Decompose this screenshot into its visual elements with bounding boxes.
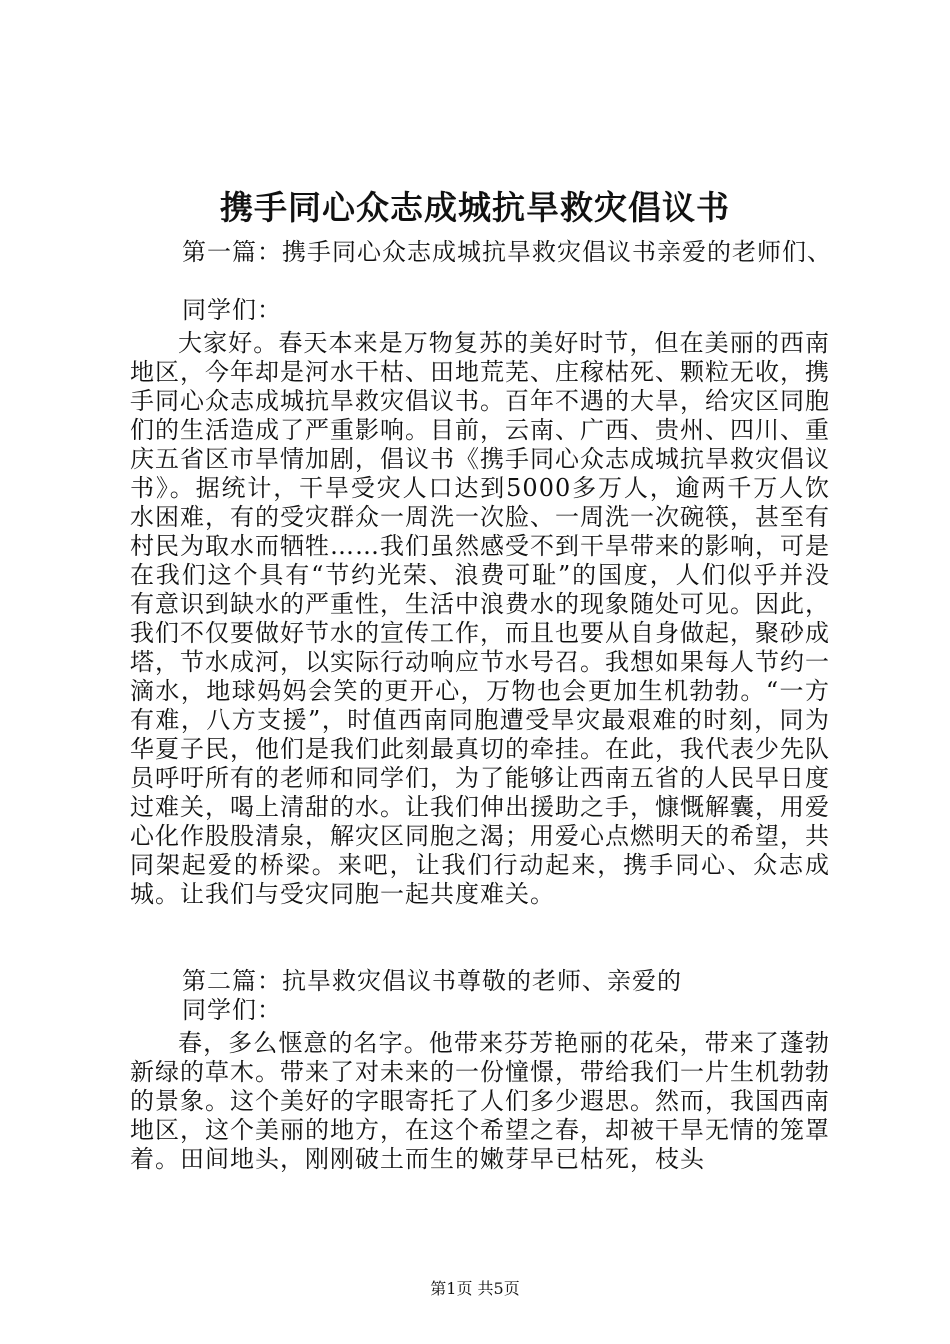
part2-body: 春，多么惬意的名字。他带来芬芳艳丽的花朵，带来了蓬勃新绿的草木。带来了对未来的一份憧憬，带给我们一片生机勃勃的景象。这个美好的字眼寄托了人们多少遐思。然而，我国西南地区，这个美丽的地方，在这个希望之春，却被干旱无情的笼罩着。田间地头，刚刚破土而生的嫩芽早已枯死，枝头 [130, 1029, 830, 1173]
part1-salutation: 同学们： [182, 296, 282, 324]
document-title: 携手同心众志成城抗旱救灾倡议书 [220, 188, 730, 227]
part1-body: 大家好。春天本来是万物复苏的美好时节，但在美丽的西南地区，今年却是河水干枯、田地荒芜、庄稼枯死、颗粒无收，携手同心众志成城抗旱救灾倡议书。百年不遇的大旱，给灾区同胞们的生活造成了严重影响。目前，云南、广西、贵州、四川、重庆五省区市旱情加剧，倡议书《携手同心众志成城抗旱救灾倡议书》。据统计，干旱受灾人口达到5000多万人，逾两千万人饮水困难，有的受灾群众一周洗一次脸、一周洗一次碗筷，甚至有村民为取水而牺牲……我们虽然感受不到干旱带来的影响，可是在我们这个具有“节约光荣、浪费可耻”的国度，人们似乎并没有意识到缺水的严重性，生活中浪费水的现象随处可见。因此，我们不仅要做好节水的宣传工作，而且也要从自身做起，聚砂成塔，节水成河，以实际行动响应节水号召。我想如果每人节约一滴水，地球妈妈会笑的更开心，万物也会更加生机勃勃。“一方有难，八方支援”，时值西南同胞遭受旱灾最艰难的时刻，同为华夏子民，他们是我们此刻最真切的牵挂。在此，我代表少先队员呼吁所有的老师和同学们，为了能够让西南五省的人民早日度过难关，喝上清甜的水。让我们伸出援助之手，慷慨解囊，用爱心化作股股清泉，解灾区同胞之渴；用爱心点燃明天的希望，共同架起爱的桥梁。来吧，让我们行动起来，携手同心、众志成城。让我们与受灾同胞一起共度难关。 [130, 329, 830, 908]
part1-body-container [130, 329, 830, 909]
part1-heading: 第一篇：携手同心众志成城抗旱救灾倡议书亲爱的老师们、 [182, 238, 832, 266]
page-footer: 第1页 共5页 [430, 1279, 520, 1298]
part2-salutation: 同学们： [182, 996, 282, 1024]
part2-body-container [130, 1029, 830, 1174]
part2-heading: 第二篇：抗旱救灾倡议书尊敬的老师、亲爱的 [182, 967, 682, 995]
